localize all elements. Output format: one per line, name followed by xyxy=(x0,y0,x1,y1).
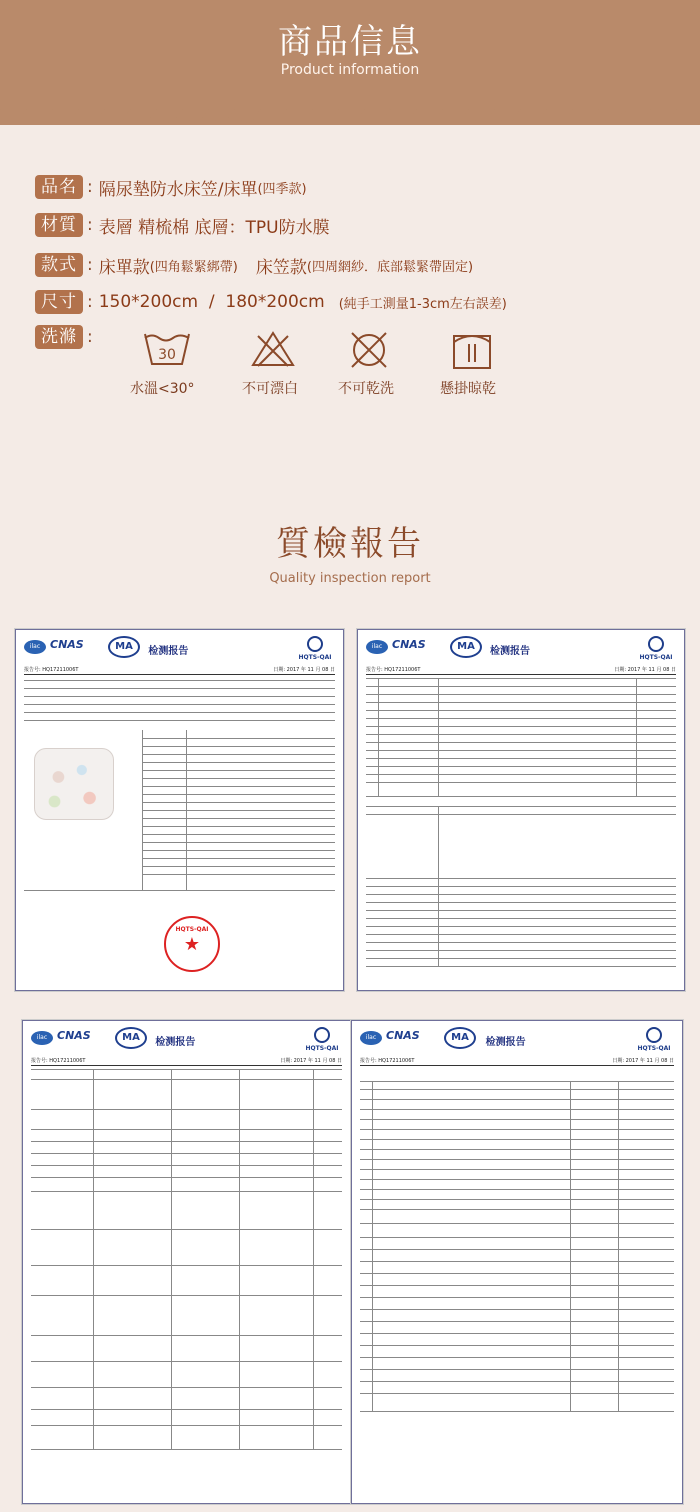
spec-label: 款式 xyxy=(35,253,83,277)
colon: : xyxy=(87,177,93,197)
ma-logo: MA xyxy=(115,1027,147,1049)
spec-row-material xyxy=(35,211,330,239)
wash-temp-label: 30 xyxy=(158,347,176,363)
wash-label-bleach: 不可漂白 xyxy=(242,381,298,397)
report-meta xyxy=(31,1057,342,1066)
wash-label-temp: 水溫<30° xyxy=(130,381,195,397)
hqts-logo: HQTS-QAI xyxy=(302,1027,342,1055)
report-page-2 xyxy=(357,629,685,991)
report-page-3 xyxy=(22,1020,351,1504)
report-title: 检测报告 xyxy=(490,646,530,657)
ma-logo: MA xyxy=(444,1027,476,1049)
ilac-logo: ilac xyxy=(24,640,46,654)
cnas-logo: CNAS xyxy=(50,638,84,651)
report-header xyxy=(24,636,335,664)
spec-row-name xyxy=(35,173,307,201)
spec-label: 尺寸 xyxy=(35,290,83,314)
report-number: 报告号: HQ17211006T xyxy=(366,667,421,673)
colon: : xyxy=(87,327,93,347)
no-bleach-icon xyxy=(250,330,296,368)
spec-note: (四季款) xyxy=(257,181,307,197)
page-title: 商品信息 xyxy=(278,22,422,62)
spec-note: (四角鬆緊綁帶) xyxy=(149,259,238,275)
report-body xyxy=(360,1069,674,1495)
spec-note: (純手工測量1-3cm左右誤差) xyxy=(338,296,507,312)
report-header xyxy=(366,636,676,664)
report-body xyxy=(24,678,335,982)
ma-logo: MA xyxy=(450,636,482,658)
report-header xyxy=(360,1027,674,1055)
report-page-4 xyxy=(351,1020,683,1504)
spec-value-2: 床笠款 xyxy=(255,257,307,278)
wash-label-hang: 懸掛晾乾 xyxy=(440,381,496,397)
spec-label: 品名 xyxy=(35,175,83,199)
spec-row-wash xyxy=(35,323,99,351)
product-photo xyxy=(34,748,114,820)
hang-dry-icon xyxy=(450,328,494,372)
ilac-logo: ilac xyxy=(360,1031,382,1045)
report-date: 日期: 2017 年 11 月 08 日 xyxy=(280,1058,342,1064)
report-header xyxy=(31,1027,342,1055)
report-meta xyxy=(360,1057,674,1066)
spec-value: 隔尿墊防水床笠/床單 xyxy=(98,179,258,200)
report-meta xyxy=(24,666,335,675)
cnas-logo: CNAS xyxy=(57,1029,91,1042)
spec-value: 床單款 xyxy=(98,257,150,278)
wash-label-dry: 不可乾洗 xyxy=(338,381,394,397)
cnas-logo: CNAS xyxy=(392,638,426,651)
section-subtitle-quality: Quality inspection report xyxy=(269,571,431,586)
hqts-logo: HQTS-QAI xyxy=(636,636,676,664)
ma-logo: MA xyxy=(108,636,140,658)
header-scallop xyxy=(0,108,700,142)
report-date: 日期: 2017 年 11 月 08 日 xyxy=(612,1058,674,1064)
report-meta xyxy=(366,666,676,675)
spec-value: 150*200cm / 180*200cm xyxy=(98,292,325,312)
no-tumble-dry-icon xyxy=(346,330,392,370)
report-number: 报告号: HQ17211006T xyxy=(360,1058,415,1064)
ilac-logo: ilac xyxy=(366,640,388,654)
inspection-seal: HQTS-QAI ★ xyxy=(164,916,220,972)
spec-row-style xyxy=(35,251,473,279)
report-body xyxy=(366,678,676,982)
spec-label: 洗滌 xyxy=(35,325,83,349)
report-number: 报告号: HQ17211006T xyxy=(31,1058,86,1064)
colon: : xyxy=(87,215,93,235)
page-subtitle: Product information xyxy=(280,62,420,78)
hqts-logo: HQTS-QAI xyxy=(295,636,335,664)
report-title: 检测报告 xyxy=(148,646,189,657)
cnas-logo: CNAS xyxy=(386,1029,420,1042)
report-body xyxy=(31,1069,342,1495)
report-title: 检测报告 xyxy=(155,1037,196,1048)
spec-label: 材質 xyxy=(35,213,83,237)
colon: : xyxy=(87,292,93,312)
report-date: 日期: 2017 年 11 月 08 日 xyxy=(273,667,335,673)
spec-note-2: (四周網紗．底部鬆緊帶固定) xyxy=(306,259,474,275)
spec-row-size xyxy=(35,288,507,316)
report-page-1 xyxy=(15,629,344,991)
hqts-logo: HQTS-QAI xyxy=(634,1027,674,1055)
section-title-quality: 質檢報告 xyxy=(276,524,424,564)
ilac-logo: ilac xyxy=(31,1031,53,1045)
report-date: 日期: 2017 年 11 月 08 日 xyxy=(614,667,676,673)
report-title: 检测报告 xyxy=(485,1037,526,1048)
spec-value: 表層 精梳棉 底層：TPU防水膜 xyxy=(98,217,330,238)
colon: : xyxy=(87,255,93,275)
report-number: 报告号: HQ17211006T xyxy=(24,667,79,673)
wash-30-icon xyxy=(142,330,192,368)
